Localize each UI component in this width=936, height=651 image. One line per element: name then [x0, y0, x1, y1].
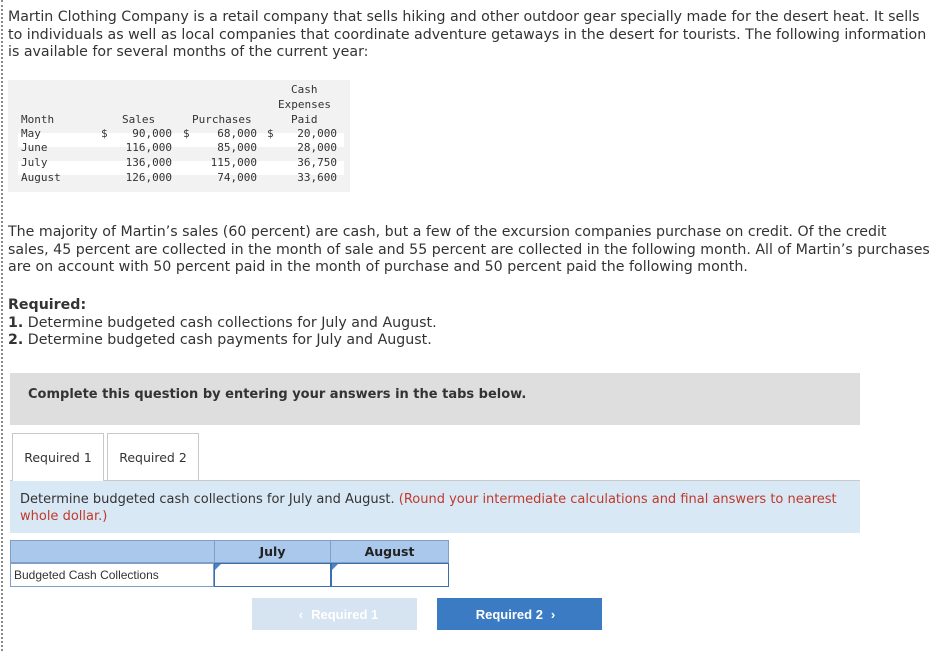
table-cell-purchases: 68,000 — [217, 127, 257, 140]
input-corner-marker — [215, 564, 221, 570]
header-purchases: Purchases — [192, 113, 252, 126]
tab-required-2[interactable] — [107, 433, 199, 480]
table-cell-month: July — [21, 156, 48, 169]
table-cell-cash: 20,000 — [297, 127, 337, 140]
currency-sign: $ — [267, 127, 274, 140]
input-corner-marker — [332, 564, 338, 570]
next-required-button[interactable] — [437, 598, 602, 630]
required-item-number: 2. — [8, 332, 24, 348]
currency-sign: $ — [101, 127, 108, 140]
table-cell-cash: 28,000 — [297, 141, 337, 154]
august-cash-collections-input[interactable] — [331, 563, 449, 587]
table-cell-cash: 36,750 — [297, 156, 337, 169]
chevron-left-icon: ‹ — [298, 606, 304, 622]
table-cell-month: August — [21, 171, 61, 184]
prev-button-label: Required 1 — [311, 606, 379, 622]
answer-header-blank — [10, 540, 214, 563]
required-section — [8, 297, 930, 350]
table-cell-sales: 90,000 — [132, 127, 172, 140]
instruction-main: Determine budgeted cash collections for July and August. — [20, 492, 395, 507]
required-item-text: Determine budgeted cash collections for July and August. — [27, 314, 437, 331]
instruction-text — [20, 491, 850, 525]
next-button-label: Required 2 — [475, 606, 543, 622]
required-item-text: Determine budgeted cash payments for July and August. — [27, 332, 432, 348]
answer-header-july: July — [214, 540, 331, 563]
header-paid: Paid — [291, 113, 318, 126]
header-expenses: Expenses — [278, 98, 331, 111]
prev-required-button[interactable] — [252, 598, 417, 630]
required-item-1 — [8, 315, 930, 333]
table-cell-month: June — [21, 141, 48, 154]
table-cell-purchases: 85,000 — [217, 141, 257, 154]
question-instruction — [10, 481, 860, 533]
tab-label: Required 1 — [24, 450, 92, 465]
required-heading: Required: — [8, 297, 87, 313]
data-table — [8, 80, 350, 192]
tab-required-1[interactable] — [12, 433, 104, 481]
table-cell-month: May — [21, 127, 41, 140]
instruction-banner — [10, 373, 860, 425]
answer-header-august: August — [331, 540, 449, 563]
currency-sign: $ — [183, 127, 190, 140]
required-item-2 — [8, 332, 930, 350]
header-cash: Cash — [291, 83, 318, 96]
table-cell-purchases: 115,000 — [210, 156, 257, 169]
table-cell-cash: 33,600 — [297, 171, 337, 184]
july-cash-collections-input[interactable] — [214, 563, 331, 587]
table-cell-sales: 116,000 — [125, 141, 172, 154]
page-left-border — [1, 0, 3, 651]
table-cell-purchases: 74,000 — [217, 171, 257, 184]
details-paragraph: The majority of Martin’s sales (60 percent) are cash, but a few of the excursion companies purchase on credit. Of the credit sales, 45 percent are collected in the month of sale and 55 percent are collected in the following month. All of Martin’s purchases are on account with 50 percent paid in the month of purchase and 50 percent paid the following month. — [8, 224, 930, 275]
banner-text: Complete this question by entering your answers in the tabs below. — [28, 387, 527, 402]
table-cell-sales: 126,000 — [125, 171, 172, 184]
instruction-note: (Round your intermediate calculations and final answers to nearest whole dollar.) — [20, 492, 837, 524]
required-item-number: 1. — [8, 314, 24, 331]
intro-paragraph: Martin Clothing Company is a retail company that sells hiking and other outdoor gear specially made for the desert heat. It sells to individuals as well as local companies that coordinate adventure getaways in the desert for tourists. The following information is available for several months of the current year: — [8, 9, 927, 60]
table-cell-sales: 136,000 — [125, 156, 172, 169]
chevron-right-icon: › — [550, 606, 556, 622]
header-sales: Sales — [122, 113, 156, 126]
answer-row-label: Budgeted Cash Collections — [10, 563, 214, 587]
tab-label: Required 2 — [119, 449, 187, 465]
header-month: Month — [21, 113, 55, 126]
